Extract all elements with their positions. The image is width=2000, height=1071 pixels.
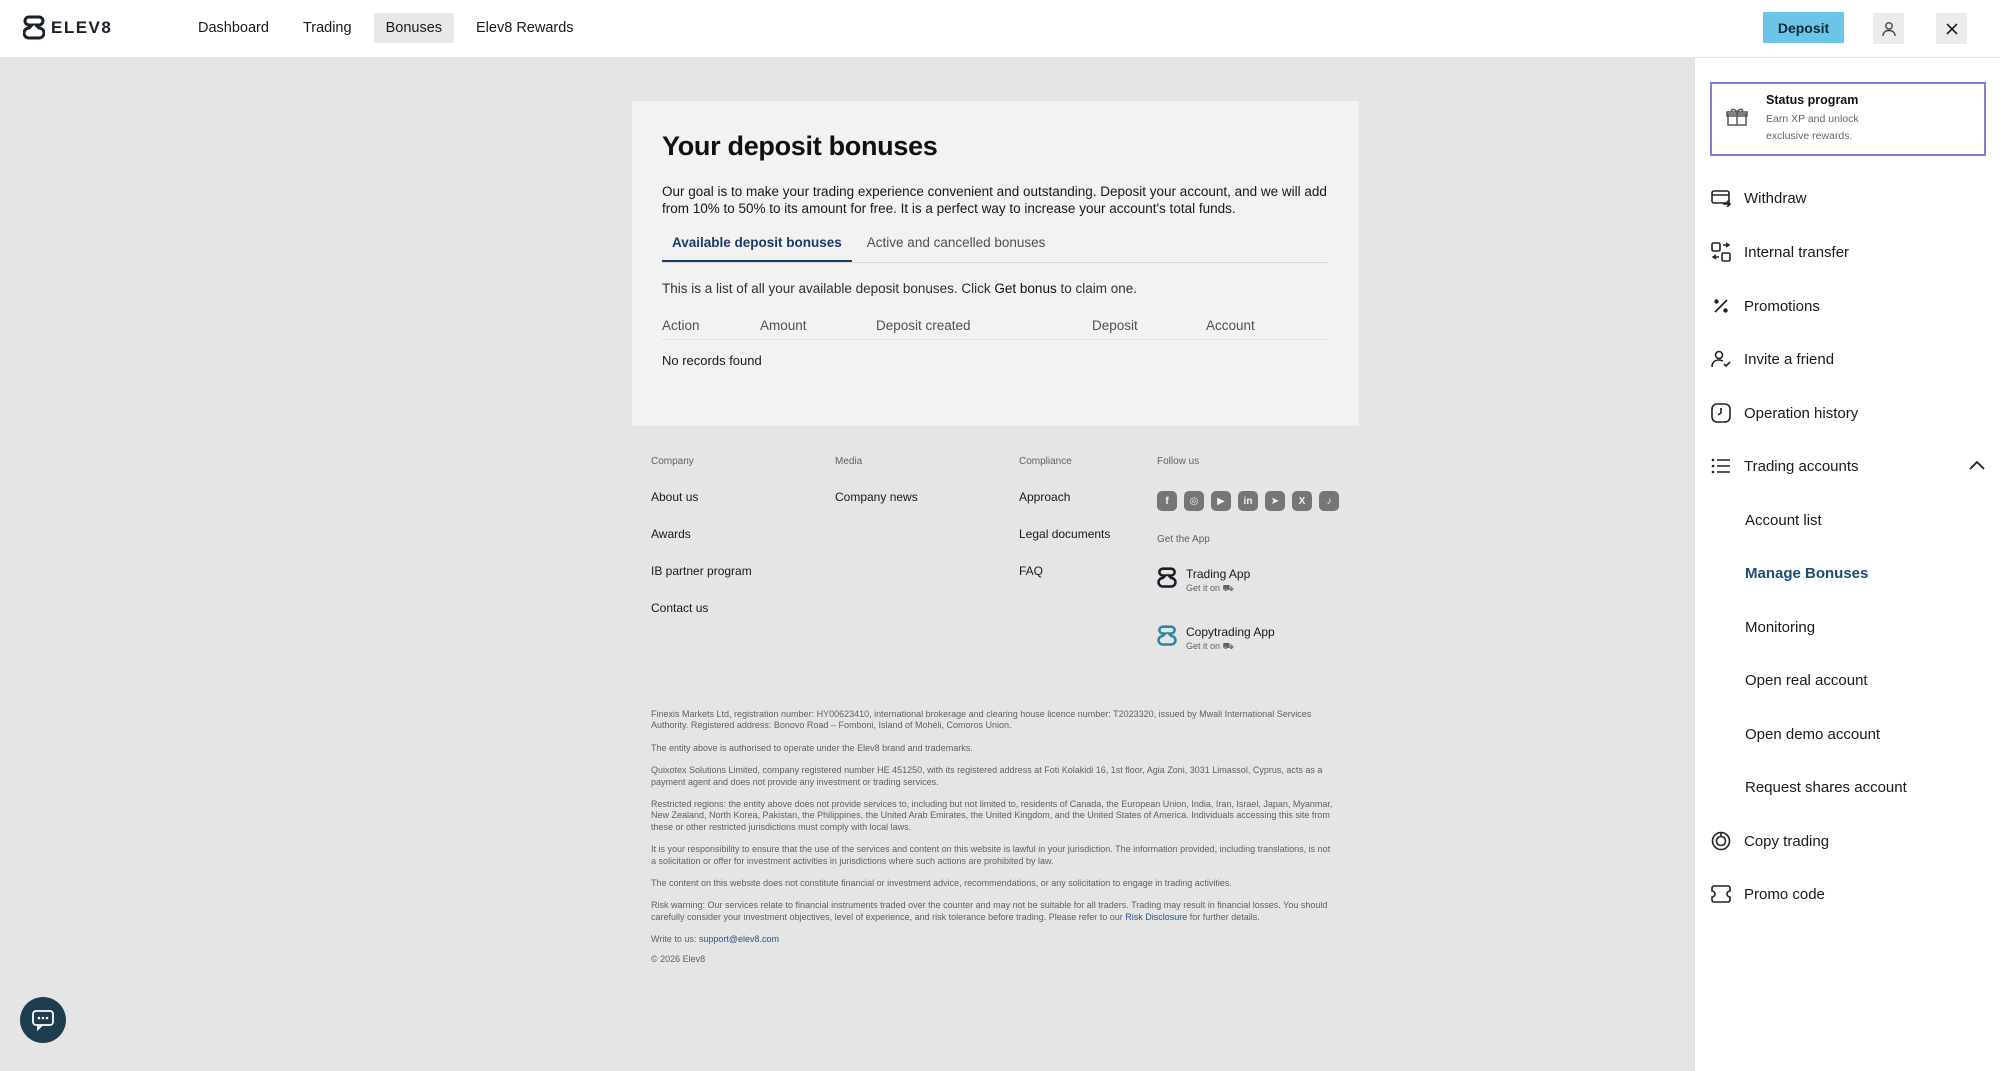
menu-promotions[interactable] (1710, 291, 1986, 321)
instagram-icon[interactable]: ◎ (1184, 491, 1204, 511)
menu-label: Trading accounts (1744, 457, 1859, 475)
footer-heading: Media (835, 456, 863, 467)
status-program-title: Status program (1766, 93, 1859, 107)
close-panel-button[interactable] (1936, 13, 1967, 44)
get-bonus-text: Get bonus (994, 281, 1057, 296)
menu-invite-friend[interactable] (1710, 344, 1986, 374)
footer-link-awards[interactable]: Awards (651, 527, 691, 541)
linkedin-icon[interactable]: in (1238, 491, 1258, 511)
menu-withdraw[interactable] (1710, 183, 1986, 213)
write-to-us: Write to us: support@elev8.com (651, 934, 780, 945)
deposit-bonuses-card (632, 101, 1359, 426)
tab-active-cancelled-bonuses[interactable]: Active and cancelled bonuses (866, 235, 1046, 250)
footer-link-about[interactable]: About us (651, 490, 699, 504)
page-title: Your deposit bonuses (662, 131, 938, 161)
legal-paragraph: Finexis Markets Ltd, registration number: HY00623410, international brokerage and clearing house licence number: T2023320, issued by Mwali International Services Authority. Registered address: Bonovo Road – Fomboni, Island of Mohéli, Comoros Union. (651, 709, 1312, 731)
footer-compliance (1019, 456, 1110, 578)
footer-heading: Company (651, 456, 694, 467)
legal-paragraph: The content on this website does not constitute financial or investment advice, recommendations, or any solicitation to engage in trading activities. (651, 878, 1232, 889)
deposit-button[interactable]: Deposit (1763, 12, 1844, 43)
elev8-logo[interactable] (23, 15, 112, 41)
legal-disclaimer (651, 709, 1333, 976)
menu-label: Internal transfer (1744, 243, 1850, 261)
logo-mark-icon (23, 15, 45, 41)
legal-paragraph: The entity above is authorised to operate under the Elev8 brand and trademarks. (651, 742, 973, 753)
menu-promo-code[interactable] (1710, 879, 1986, 909)
tiktok-icon[interactable]: ♪ (1319, 491, 1339, 511)
x-icon[interactable]: X (1292, 491, 1312, 511)
col-account: Account (1206, 318, 1255, 333)
footer-link-faq[interactable]: FAQ (1019, 564, 1044, 578)
android-icon: ⛟ (1222, 641, 1234, 651)
youtube-icon[interactable]: ▶ (1211, 491, 1231, 511)
table-header (662, 318, 1328, 340)
nav-elev8-rewards[interactable]: Elev8 Rewards (476, 20, 574, 36)
copyright: © 2026 Elev8 (651, 953, 706, 964)
submenu-manage-bonuses[interactable]: Manage Bonuses (1745, 564, 1869, 582)
chat-button[interactable] (20, 997, 66, 1043)
list-icon (1710, 455, 1732, 477)
menu-label: Promo code (1744, 885, 1825, 903)
app-subtitle: Get it on ⛟ (1186, 583, 1234, 593)
footer-heading: Compliance (1019, 456, 1072, 467)
footer-link-company-news[interactable]: Company news (835, 490, 918, 504)
footer-heading: Follow us (1157, 456, 1200, 467)
risk-disclosure-link[interactable]: Risk Disclosure (1125, 911, 1188, 922)
col-amount: Amount (760, 318, 807, 333)
footer-heading: Get the App (1157, 534, 1210, 545)
status-program-card[interactable] (1710, 82, 1986, 156)
submenu-monitoring[interactable]: Monitoring (1745, 618, 1816, 636)
footer-link-contact[interactable]: Contact us (651, 601, 709, 615)
facebook-icon[interactable]: f (1157, 491, 1177, 511)
withdraw-icon (1710, 187, 1732, 209)
social-icons (1157, 491, 1339, 511)
submenu-open-demo-account[interactable]: Open demo account (1745, 725, 1881, 743)
menu-trading-accounts[interactable] (1710, 451, 1986, 481)
copy-trading-icon (1710, 830, 1732, 852)
tab-available-bonuses[interactable]: Available deposit bonuses (662, 233, 852, 262)
footer-link-approach[interactable]: Approach (1019, 490, 1071, 504)
nav-trading[interactable]: Trading (302, 20, 352, 36)
footer-link-ib-partner[interactable]: IB partner program (651, 564, 752, 578)
footer-company (651, 456, 752, 615)
profile-button[interactable] (1873, 13, 1904, 44)
user-icon (1881, 21, 1897, 37)
nav-bonuses[interactable]: Bonuses (374, 13, 454, 43)
menu-copy-trading[interactable] (1710, 826, 1986, 856)
promo-code-icon (1710, 883, 1732, 905)
footer-media (835, 456, 918, 504)
menu-label: Operation history (1744, 404, 1859, 422)
empty-state-text: No records found (662, 353, 762, 368)
chat-icon (31, 1009, 55, 1031)
col-action: Action (662, 318, 700, 333)
menu-label: Copy trading (1744, 832, 1830, 850)
menu-internal-transfer[interactable] (1710, 237, 1986, 267)
legal-paragraph: Restricted regions: the entity above does not provide services to, including but not limited to, residents of Canada, the European Union, India, Iran, Israel, Japan, Myanmar, New Zealand, North Korea, Pakistan, the Philippines, the United Arab Emirates, the United Kingdom, and the United States of America. Individuals accessing this site from these or other restricted jurisdictions must comply with local laws. (651, 799, 1333, 832)
transfer-icon (1710, 241, 1732, 263)
invite-icon (1710, 348, 1732, 370)
gift-icon (1726, 107, 1748, 127)
status-program-subtitle: Earn XP and unlock exclusive rewards. (1766, 113, 1859, 142)
logo-text: ELEV8 (51, 18, 113, 37)
menu-label: Promotions (1744, 297, 1820, 315)
close-icon (1946, 23, 1958, 35)
list-description: This is a list of all your available deposit bonuses. Click Get bonus to claim one. (662, 281, 1137, 296)
legal-paragraph: Quixotex Solutions Limited, company registered number HE 451250, with its registered address at Foti Kolakidi 16, 1st floor, Agia Zoni, 3031 Limassol, Cyprus, acts as a payment agent and does not provide any investment or trading services. (651, 765, 1323, 787)
nav-dashboard[interactable]: Dashboard (198, 20, 269, 36)
risk-warning: Risk warning: Our services relate to financial instruments traded over the counter and may not be suitable for all traders. Trading may result in financial losses. You should carefully consider your investment objectives, level of experience, and risk tolerance before trading. Please refer to our Risk Disclosure for further details. (651, 900, 1328, 922)
submenu-account-list[interactable]: Account list (1745, 511, 1822, 529)
copytrading-app-icon (1157, 625, 1177, 647)
submenu-request-shares-account[interactable]: Request shares account (1745, 778, 1907, 796)
app-subtitle: Get it on ⛟ (1186, 641, 1234, 651)
menu-label: Withdraw (1744, 189, 1807, 207)
menu-label: Invite a friend (1744, 350, 1835, 368)
bonus-tabs (662, 233, 1328, 263)
top-header (0, 0, 2000, 58)
telegram-icon[interactable]: ➤ (1265, 491, 1285, 511)
trading-app-icon (1157, 567, 1177, 589)
app-title: Trading App (1186, 567, 1251, 581)
submenu-open-real-account[interactable]: Open real account (1745, 671, 1868, 689)
col-deposit-created: Deposit created (876, 318, 971, 333)
app-title: Copytrading App (1186, 625, 1275, 639)
menu-operation-history[interactable] (1710, 398, 1986, 428)
legal-paragraph: It is your responsibility to ensure that the use of the services and content on this website is lawful in your jurisdiction. The information provided, including translations, is not a solicitation or offer for investment activities in jurisdictions where such actions are prohibited by law. (651, 844, 1331, 866)
support-email-link[interactable]: support@elev8.com (698, 934, 780, 945)
trading-app-link[interactable] (1157, 567, 1339, 595)
main-nav (186, 13, 586, 43)
side-menu-panel (1694, 58, 2000, 1071)
intro-text: Our goal is to make your trading experience convenient and outstanding. Deposit your account, and we will add from 10% to 50% to its amount for free. It is a perfect way to increase your account's total funds. (662, 184, 1327, 216)
footer-link-legal-docs[interactable]: Legal documents (1019, 527, 1111, 541)
chevron-up-icon[interactable] (1968, 458, 1986, 474)
copytrading-app-link[interactable] (1157, 625, 1339, 653)
col-deposit: Deposit (1092, 318, 1138, 333)
percent-icon (1710, 295, 1732, 317)
footer-follow (1157, 456, 1339, 653)
history-icon (1710, 402, 1732, 424)
android-icon: ⛟ (1222, 583, 1234, 593)
